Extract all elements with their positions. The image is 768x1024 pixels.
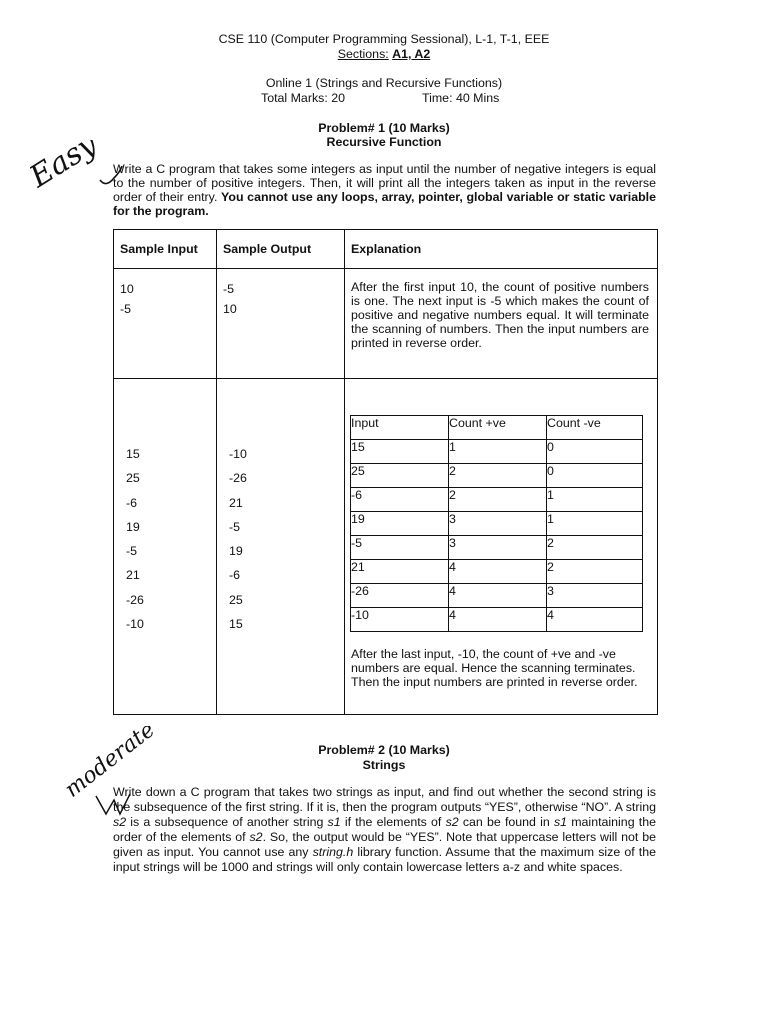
list-item: 19 <box>229 544 243 559</box>
problem2-var: s2 <box>113 815 127 829</box>
table-cell: 1 <box>547 488 643 512</box>
list-item: -26 <box>229 471 247 486</box>
problem2-text-part: library function. Assume that the maximum size of the input strings will be 1000 and strings will only contain lowercase letters a-z and white spaces. <box>113 845 656 874</box>
table-cell: 4 <box>449 584 547 608</box>
header-sample-output: Sample Output <box>217 230 345 269</box>
problem2-statement <box>113 785 656 875</box>
explanation-text: After the last input, -10, the count of +ve and -ve numbers are equal. Hence the scanning terminates. Then the input numbers are printed in reverse order. <box>351 647 638 689</box>
table-row <box>351 584 643 608</box>
list-item: -5 <box>223 282 235 296</box>
table-cell: 2 <box>449 488 547 512</box>
table-row <box>351 440 643 464</box>
time-limit: Time: 40 Mins <box>422 91 500 105</box>
table-cell: 0 <box>547 440 643 464</box>
course-title: CSE 110 (Computer Programming Sessional), L-1, T-1, EEE <box>218 32 550 46</box>
sections-label: Sections: <box>337 47 389 61</box>
table-row <box>351 560 643 584</box>
header-input: Input <box>351 416 449 440</box>
table-row <box>351 536 643 560</box>
count-table-header <box>351 416 643 440</box>
list-item: 25 <box>229 592 243 607</box>
list-item: 21 <box>126 568 140 583</box>
sample-table <box>113 229 658 715</box>
moderate-annotation: moderate <box>60 726 160 803</box>
problem2-library: string.h <box>312 845 354 859</box>
example1-output <box>217 269 345 379</box>
list-item: 25 <box>126 471 140 486</box>
explanation-text: After the first input 10, the count of positive numbers is one. The next input is -5 which makes the count of positive and negative numbers equal. It will terminate the scanning of numbers. Then the input numbers are printed in reverse order. <box>351 280 649 350</box>
problem2-text-part: maintaining the order of the elements of <box>113 815 656 844</box>
table-cell: 3 <box>449 536 547 560</box>
easy-annotation: Easy <box>30 140 104 195</box>
table-cell: 15 <box>351 440 449 464</box>
list-item: -10 <box>229 447 247 461</box>
example2-explanation <box>345 379 658 715</box>
list-item: 21 <box>229 495 243 510</box>
sample-table-header <box>114 230 658 269</box>
problem2-var: s2 <box>249 830 263 844</box>
table-row <box>351 488 643 512</box>
list-item: -5 <box>229 519 241 534</box>
problem2-var: s1 <box>327 815 341 829</box>
table-cell: 1 <box>547 512 643 536</box>
example1-explanation <box>345 269 658 379</box>
table-cell: 4 <box>547 608 643 632</box>
table-row <box>351 464 643 488</box>
header-count-positive: Count +ve <box>449 416 547 440</box>
sections-line <box>0 47 768 61</box>
problem1-subtitle: Recursive Function <box>326 135 442 149</box>
problem2-var: s1 <box>553 815 568 829</box>
list-item: 10 <box>120 282 134 296</box>
problem1-text: Write a C program that takes some integers as input until the number of negative integers is equal to the number of positive integers. Then, it will print all the integers taken as input in the reverse order of their entry. <box>113 162 656 204</box>
problem2-text-part: Write down a C program that takes two strings as input, and find out whether the second string is the subsequence of the first string. If it is, then the program outputs “YES”, otherwise “NO”. A string <box>113 785 656 814</box>
example1-row <box>114 269 658 379</box>
list-item: -6 <box>229 568 241 583</box>
table-cell: -5 <box>351 536 449 560</box>
sections-value: A1, A2 <box>392 47 431 61</box>
count-table <box>350 415 643 632</box>
problem2-title: Problem# 2 (10 Marks) <box>318 743 450 757</box>
table-cell: 4 <box>449 608 547 632</box>
table-cell: 3 <box>547 584 643 608</box>
list-item: -26 <box>126 592 144 607</box>
table-row <box>351 512 643 536</box>
header-sample-input: Sample Input <box>114 230 217 269</box>
table-row <box>351 608 643 632</box>
problem2-text-part: . So, the output would be “YES”. Note that uppercase letters will not be given as input. You cannot use any <box>113 830 656 859</box>
list-item: -10 <box>126 617 144 632</box>
example2-output <box>217 379 345 715</box>
list-item: 15 <box>229 617 243 632</box>
list-item: 19 <box>126 519 140 534</box>
table-cell: 2 <box>449 464 547 488</box>
table-cell: 19 <box>351 512 449 536</box>
online-title: Online 1 (Strings and Recursive Functions) <box>265 76 503 90</box>
list-item: 15 <box>126 447 140 461</box>
table-cell: -10 <box>351 608 449 632</box>
table-cell: 0 <box>547 464 643 488</box>
table-cell: 25 <box>351 464 449 488</box>
problem1-title: Problem# 1 (10 Marks) <box>318 121 450 135</box>
easy-handwriting <box>30 140 125 198</box>
table-cell: 2 <box>547 536 643 560</box>
list-item: -5 <box>126 544 138 559</box>
problem2-text-part: is a subsequence of another string <box>126 815 328 829</box>
table-cell: 2 <box>547 560 643 584</box>
header-explanation: Explanation <box>345 230 658 269</box>
total-marks: Total Marks: 20 <box>261 91 346 105</box>
example2-output-list <box>229 447 247 641</box>
table-cell: 3 <box>449 512 547 536</box>
example2-input <box>114 379 217 715</box>
problem2-text-part: if the elements of <box>340 815 446 829</box>
table-cell: -6 <box>351 488 449 512</box>
table-cell: 4 <box>449 560 547 584</box>
example2-row <box>114 379 658 715</box>
header-count-negative: Count -ve <box>547 416 643 440</box>
table-cell: 1 <box>449 440 547 464</box>
example1-input <box>114 269 217 379</box>
list-item: -6 <box>126 495 138 510</box>
table-cell: -26 <box>351 584 449 608</box>
table-cell: 21 <box>351 560 449 584</box>
problem2-subtitle: Strings <box>362 758 406 772</box>
list-item: 10 <box>223 302 237 316</box>
problem1-constraint: You cannot use any loops, array, pointer, global variable or static variable for the program. <box>113 190 656 218</box>
example2-input-list <box>126 447 144 641</box>
problem2-var: s2 <box>445 815 459 829</box>
problem2-text-part: can be found in <box>458 815 554 829</box>
list-item: -5 <box>120 302 132 316</box>
problem1-statement <box>113 162 656 218</box>
